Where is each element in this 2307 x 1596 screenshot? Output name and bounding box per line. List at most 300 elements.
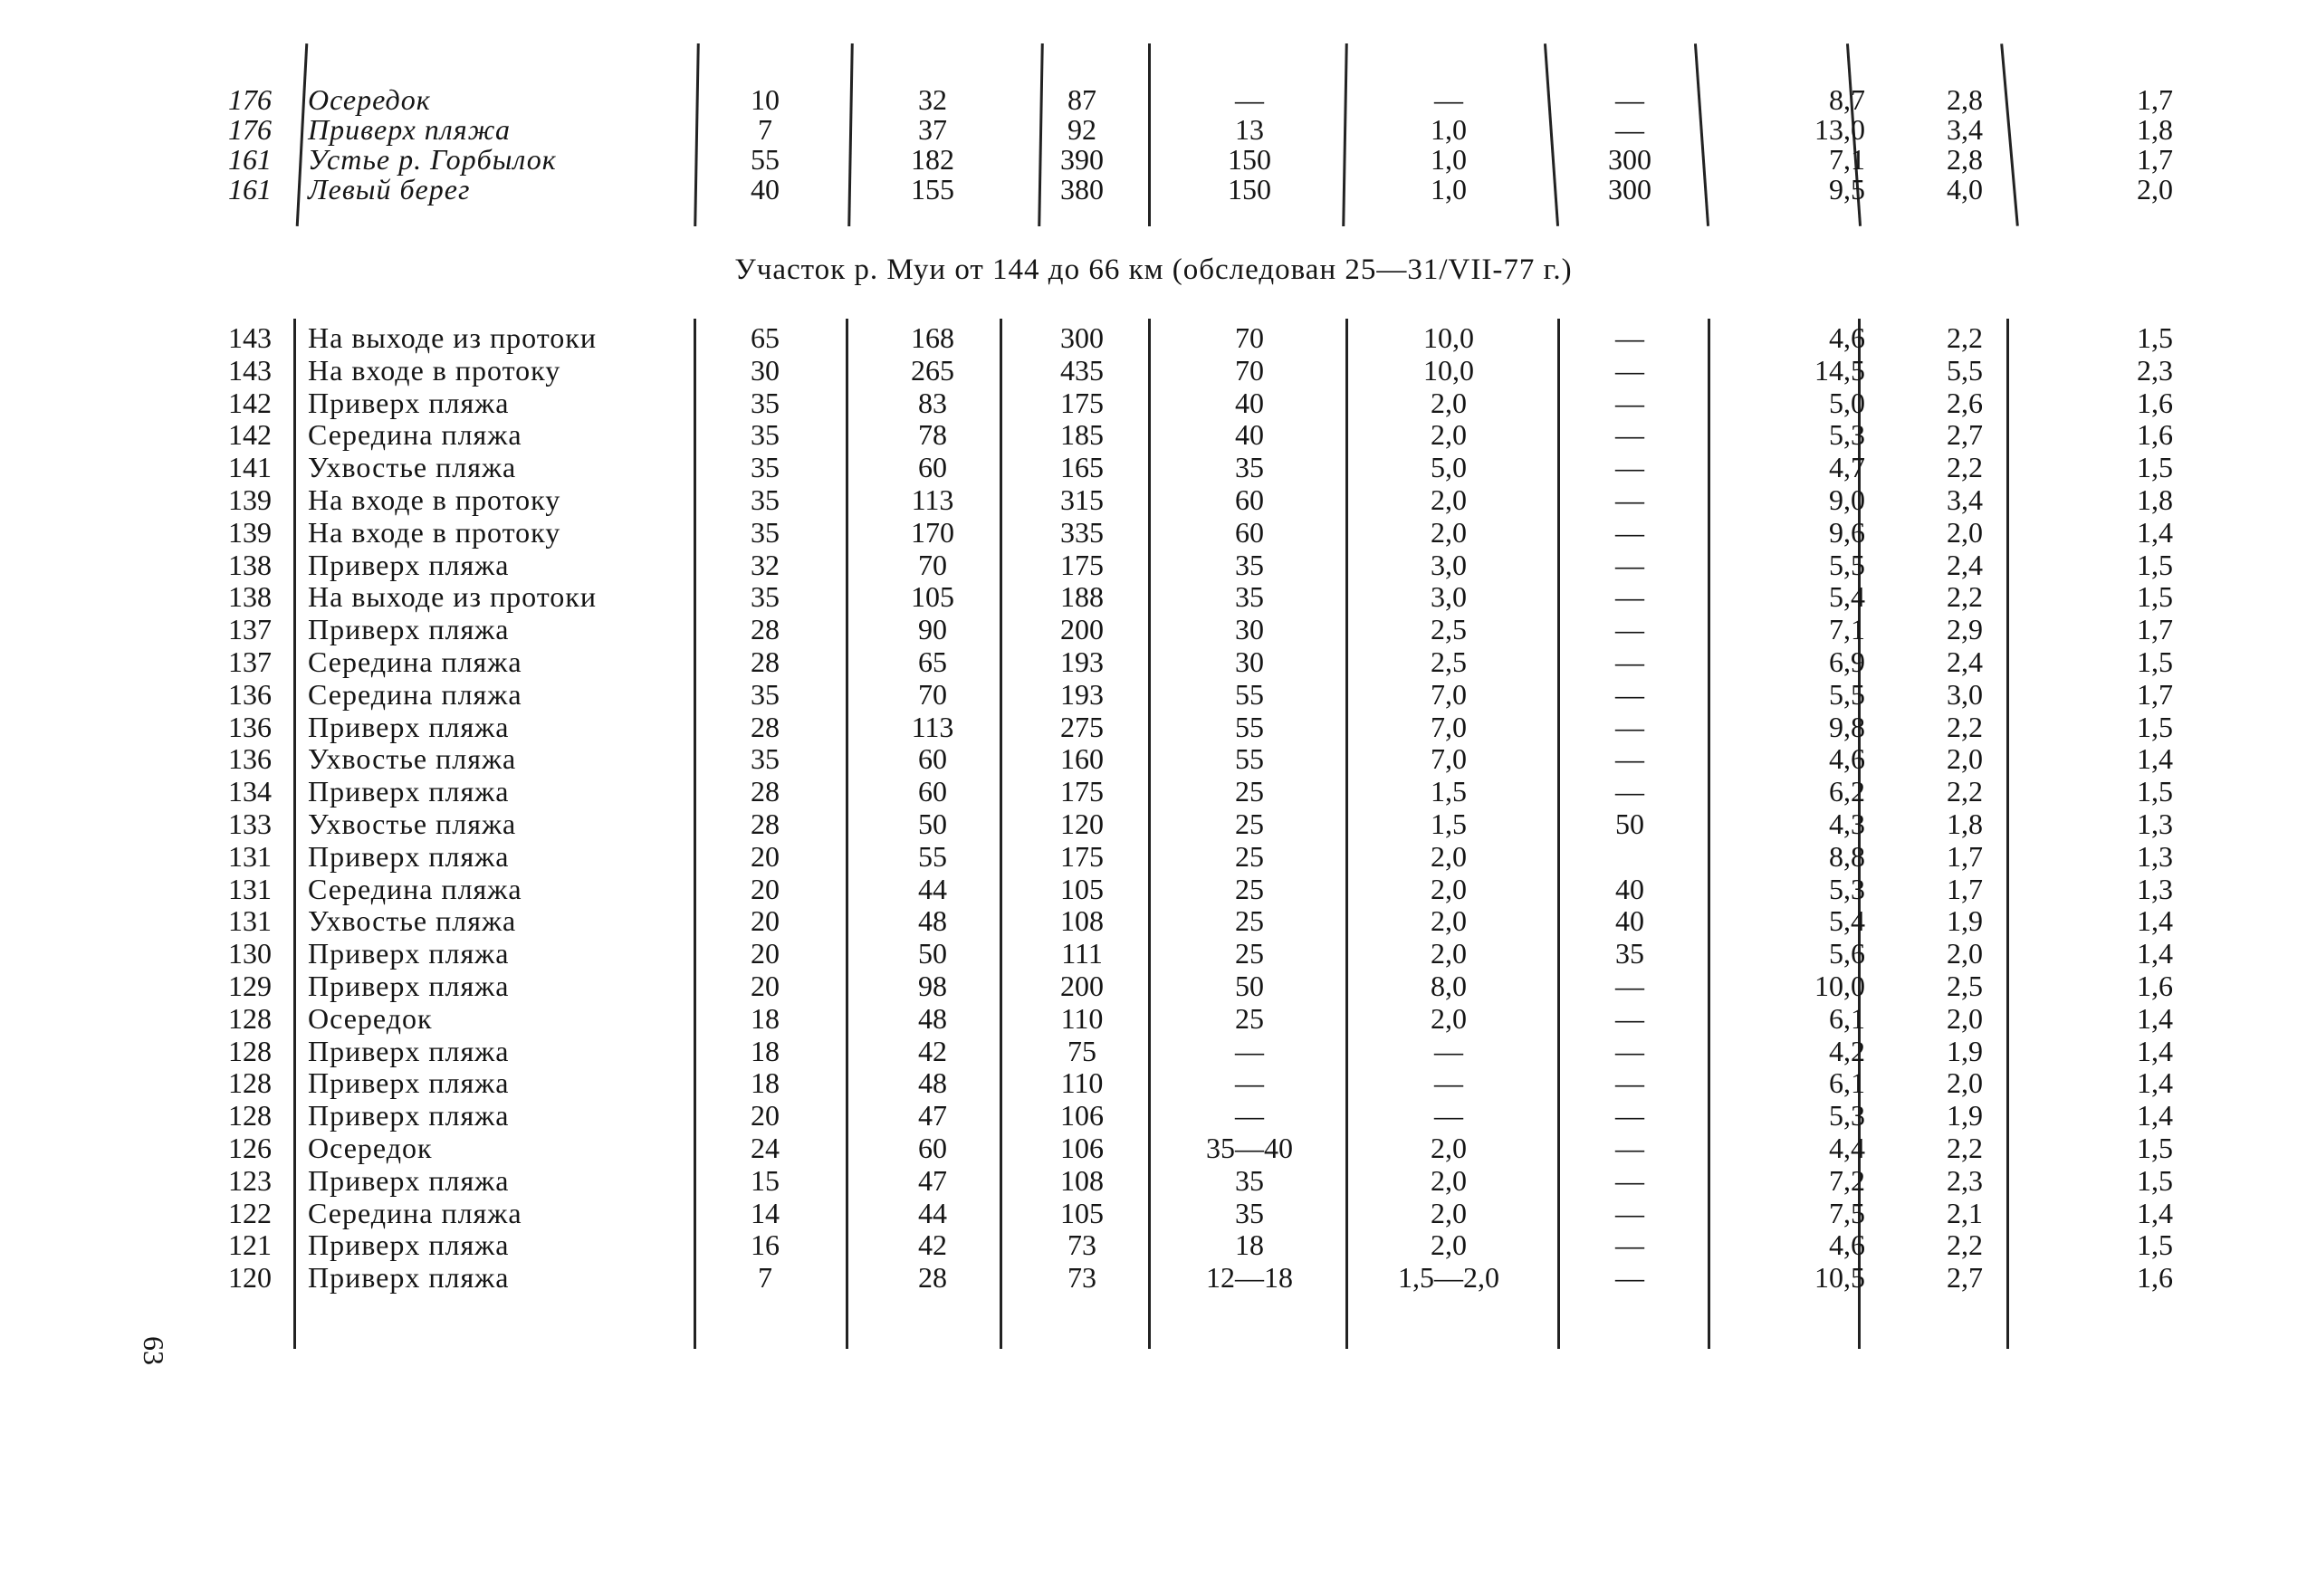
value-cell-col-7: 6,2	[1829, 775, 1865, 808]
value-cell-col-2: 50	[918, 937, 947, 970]
value-cell-col-6: —	[1615, 548, 1644, 581]
value-cell-col-7: 14,5	[1814, 353, 1865, 387]
value-cell-col-4: —	[1235, 1066, 1264, 1100]
table-row	[0, 143, 2307, 176]
table-row	[0, 613, 2307, 645]
value-cell-col-6: —	[1615, 1132, 1644, 1164]
value-cell-col-1: 7	[758, 113, 772, 146]
value-cell-col-7: 6,1	[1829, 1001, 1865, 1035]
value-cell-col-1: 16	[751, 1228, 780, 1262]
value-cell-col-5: —	[1434, 1066, 1463, 1100]
value-cell-col-4: 25	[1235, 904, 1264, 938]
value-cell-col-5: 2,0	[1431, 904, 1467, 938]
value-cell-col-3: 300	[1060, 321, 1104, 354]
location-cell: Приверх пляжа	[308, 613, 510, 646]
value-cell-col-7: 5,3	[1829, 1099, 1865, 1132]
value-cell-col-9: 2,3	[2137, 353, 2173, 387]
value-cell-col-6: —	[1615, 775, 1644, 808]
km-cell: 143	[228, 353, 272, 387]
km-cell: 133	[228, 808, 272, 840]
value-cell-col-5: 5,0	[1431, 451, 1467, 484]
value-cell-col-4: —	[1235, 1034, 1264, 1067]
table-row	[0, 451, 2307, 483]
value-cell-col-4: 18	[1235, 1228, 1264, 1262]
km-cell: 121	[228, 1228, 272, 1262]
km-cell: 128	[228, 1001, 272, 1035]
value-cell-col-3: 380	[1060, 173, 1104, 205]
value-cell-col-2: 113	[911, 710, 954, 743]
location-cell: На выходе из протоки	[308, 580, 597, 614]
value-cell-col-1: 35	[751, 418, 780, 452]
value-cell-col-8: 2,2	[1947, 1228, 1983, 1262]
value-cell-col-1: 35	[751, 742, 780, 776]
value-cell-col-4: 12—18	[1206, 1261, 1293, 1295]
value-cell-col-8: 1,9	[1947, 1034, 1983, 1067]
value-cell-col-2: 48	[918, 1001, 947, 1035]
value-cell-col-5: 10,0	[1423, 353, 1474, 387]
value-cell-col-3: 175	[1060, 386, 1104, 419]
value-cell-col-1: 28	[751, 645, 780, 678]
value-cell-col-5: 2,0	[1431, 872, 1467, 905]
value-cell-col-5: 2,0	[1431, 418, 1467, 452]
value-cell-col-9: 1,5	[2137, 548, 2173, 581]
value-cell-col-8: 1,9	[1947, 1099, 1983, 1132]
value-cell-col-1: 35	[751, 386, 780, 419]
value-cell-col-6: —	[1615, 353, 1644, 387]
value-cell-col-5: 1,0	[1431, 143, 1467, 176]
value-cell-col-4: 55	[1235, 742, 1264, 776]
value-cell-col-5: 7,0	[1431, 742, 1467, 776]
value-cell-col-2: 60	[918, 775, 947, 808]
value-cell-col-2: 70	[918, 677, 947, 711]
value-cell-col-8: 2,2	[1947, 580, 1983, 614]
table-row	[0, 549, 2307, 581]
value-cell-col-9: 1,5	[2137, 451, 2173, 484]
table-row	[0, 678, 2307, 711]
km-cell: 129	[228, 970, 272, 1002]
value-cell-col-6: 40	[1615, 872, 1644, 905]
table-row	[0, 711, 2307, 743]
value-cell-col-1: 55	[751, 143, 780, 176]
table-row	[0, 1066, 2307, 1099]
location-cell: Приверх пляжа	[308, 1099, 510, 1132]
value-cell-col-9: 1,7	[2137, 613, 2173, 646]
value-cell-col-8: 1,9	[1947, 904, 1983, 938]
value-cell-col-1: 18	[751, 1001, 780, 1035]
value-cell-col-4: 70	[1235, 321, 1264, 354]
value-cell-col-1: 20	[751, 970, 780, 1002]
table-row	[0, 1002, 2307, 1035]
table-row	[0, 1261, 2307, 1294]
table-row	[0, 1228, 2307, 1261]
value-cell-col-7: 9,8	[1829, 710, 1865, 743]
value-cell-col-8: 2,0	[1947, 1066, 1983, 1100]
value-cell-col-9: 1,4	[2137, 1099, 2173, 1132]
value-cell-col-8: 2,3	[1947, 1163, 1983, 1197]
value-cell-col-1: 35	[751, 677, 780, 711]
value-cell-col-7: 5,5	[1829, 548, 1865, 581]
value-cell-col-9: 1,6	[2137, 1261, 2173, 1295]
location-cell: Середина пляжа	[308, 418, 522, 452]
value-cell-col-8: 2,2	[1947, 451, 1983, 484]
value-cell-col-2: 168	[911, 321, 954, 354]
km-cell: 139	[228, 515, 272, 549]
table-row	[0, 937, 2307, 970]
value-cell-col-7: 5,3	[1829, 872, 1865, 905]
km-cell: 136	[228, 710, 272, 743]
value-cell-col-1: 35	[751, 515, 780, 549]
table-row	[0, 418, 2307, 451]
value-cell-col-6: —	[1615, 1066, 1644, 1100]
location-cell: Устье р. Горбылок	[308, 143, 557, 176]
location-cell: Приверх пляжа	[308, 1034, 510, 1067]
value-cell-col-5: —	[1434, 83, 1463, 116]
value-cell-col-2: 60	[918, 1132, 947, 1164]
value-cell-col-5: 2,0	[1431, 1163, 1467, 1197]
value-cell-col-4: 35	[1235, 548, 1264, 581]
value-cell-col-3: 175	[1060, 839, 1104, 873]
value-cell-col-7: 4,7	[1829, 451, 1865, 484]
value-cell-col-4: 40	[1235, 418, 1264, 452]
value-cell-col-6: 40	[1615, 904, 1644, 938]
location-cell: На выходе из протоки	[308, 321, 597, 354]
location-cell: Левый берег	[308, 173, 471, 205]
value-cell-col-1: 35	[751, 451, 780, 484]
value-cell-col-2: 265	[911, 353, 954, 387]
value-cell-col-3: 73	[1067, 1261, 1096, 1295]
value-cell-col-7: 5,6	[1829, 937, 1865, 970]
km-cell: 138	[228, 580, 272, 614]
km-cell: 137	[228, 613, 272, 646]
km-cell: 142	[228, 418, 272, 452]
value-cell-col-6: —	[1615, 710, 1644, 743]
value-cell-col-6: —	[1615, 1163, 1644, 1197]
value-cell-col-2: 90	[918, 613, 947, 646]
value-cell-col-5: 2,0	[1431, 839, 1467, 873]
value-cell-col-3: 105	[1060, 872, 1104, 905]
value-cell-col-1: 20	[751, 872, 780, 905]
value-cell-col-5: 2,0	[1431, 937, 1467, 970]
value-cell-col-7: 10,5	[1814, 1261, 1865, 1295]
value-cell-col-6: —	[1615, 451, 1644, 484]
value-cell-col-1: 20	[751, 904, 780, 938]
value-cell-col-7: 7,1	[1829, 613, 1865, 646]
value-cell-col-5: —	[1434, 1099, 1463, 1132]
value-cell-col-6: —	[1615, 1196, 1644, 1229]
value-cell-col-8: 2,0	[1947, 1001, 1983, 1035]
value-cell-col-3: 193	[1060, 645, 1104, 678]
value-cell-col-4: 150	[1228, 173, 1271, 205]
value-cell-col-7: 6,1	[1829, 1066, 1865, 1100]
value-cell-col-9: 1,5	[2137, 775, 2173, 808]
value-cell-col-4: 25	[1235, 1001, 1264, 1035]
value-cell-col-3: 110	[1060, 1001, 1104, 1035]
value-cell-col-7: 4,3	[1829, 808, 1865, 840]
value-cell-col-1: 28	[751, 775, 780, 808]
value-cell-col-8: 3,0	[1947, 677, 1983, 711]
value-cell-col-5: 2,0	[1431, 1228, 1467, 1262]
value-cell-col-5: 1,0	[1431, 113, 1467, 146]
value-cell-col-2: 42	[918, 1228, 947, 1262]
value-cell-col-2: 37	[918, 113, 947, 146]
value-cell-col-3: 175	[1060, 775, 1104, 808]
value-cell-col-4: 25	[1235, 808, 1264, 840]
value-cell-col-6: —	[1615, 113, 1644, 146]
value-cell-col-5: 7,0	[1431, 677, 1467, 711]
value-cell-col-9: 1,4	[2137, 1001, 2173, 1035]
km-cell: 131	[228, 872, 272, 905]
value-cell-col-7: 9,0	[1829, 483, 1865, 516]
value-cell-col-8: 2,7	[1947, 1261, 1983, 1295]
value-cell-col-8: 2,2	[1947, 775, 1983, 808]
km-cell: 130	[228, 937, 272, 970]
value-cell-col-6: —	[1615, 1001, 1644, 1035]
value-cell-col-8: 2,1	[1947, 1196, 1983, 1229]
value-cell-col-8: 2,2	[1947, 1132, 1983, 1164]
value-cell-col-1: 20	[751, 937, 780, 970]
value-cell-col-8: 3,4	[1947, 113, 1983, 146]
value-cell-col-5: 1,5—2,0	[1398, 1261, 1499, 1295]
value-cell-col-2: 105	[911, 580, 954, 614]
table-row	[0, 873, 2307, 905]
value-cell-col-5: 2,0	[1431, 1132, 1467, 1164]
value-cell-col-3: 200	[1060, 613, 1104, 646]
value-cell-col-3: 435	[1060, 353, 1104, 387]
value-cell-col-8: 5,5	[1947, 353, 1983, 387]
km-cell: 161	[228, 143, 272, 176]
value-cell-col-3: 193	[1060, 677, 1104, 711]
km-cell: 142	[228, 386, 272, 419]
value-cell-col-1: 35	[751, 580, 780, 614]
value-cell-col-6: —	[1615, 386, 1644, 419]
value-cell-col-2: 155	[911, 173, 954, 205]
value-cell-col-1: 35	[751, 483, 780, 516]
value-cell-col-5: 10,0	[1423, 321, 1474, 354]
value-cell-col-6: 300	[1608, 143, 1651, 176]
value-cell-col-6: —	[1615, 742, 1644, 776]
value-cell-col-6: 35	[1615, 937, 1644, 970]
value-cell-col-4: 55	[1235, 710, 1264, 743]
value-cell-col-8: 4,0	[1947, 173, 1983, 205]
value-cell-col-4: 25	[1235, 872, 1264, 905]
table-row	[0, 580, 2307, 613]
value-cell-col-2: 83	[918, 386, 947, 419]
value-cell-col-2: 55	[918, 839, 947, 873]
value-cell-col-7: 5,5	[1829, 677, 1865, 711]
value-cell-col-9: 1,5	[2137, 645, 2173, 678]
location-cell: Приверх пляжа	[308, 1261, 510, 1295]
table-row	[0, 354, 2307, 387]
location-cell: Ухвостье пляжа	[308, 808, 517, 840]
value-cell-col-5: 3,0	[1431, 548, 1467, 581]
value-cell-col-2: 50	[918, 808, 947, 840]
km-cell: 134	[228, 775, 272, 808]
table-row	[0, 808, 2307, 840]
value-cell-col-2: 60	[918, 451, 947, 484]
value-cell-col-6	[1575, 840, 1684, 873]
value-cell-col-6: —	[1615, 677, 1644, 711]
value-cell-col-3: 105	[1060, 1196, 1104, 1229]
value-cell-col-8: 1,8	[1947, 808, 1983, 840]
table-row	[0, 645, 2307, 678]
value-cell-col-4: 25	[1235, 839, 1264, 873]
value-cell-col-8: 2,8	[1947, 143, 1983, 176]
location-cell: Приверх пляжа	[308, 970, 510, 1002]
value-cell-col-9: 1,5	[2137, 1163, 2173, 1197]
value-cell-col-9: 1,7	[2137, 677, 2173, 711]
location-cell: Ухвостье пляжа	[308, 451, 517, 484]
value-cell-col-5: 2,0	[1431, 386, 1467, 419]
value-cell-col-5: 7,0	[1431, 710, 1467, 743]
value-cell-col-3: 75	[1067, 1034, 1096, 1067]
value-cell-col-2: 42	[918, 1034, 947, 1067]
value-cell-col-8: 2,0	[1947, 742, 1983, 776]
value-cell-col-2: 70	[918, 548, 947, 581]
value-cell-col-9: 1,7	[2137, 143, 2173, 176]
location-cell: На входе в протоку	[308, 353, 561, 387]
value-cell-col-7: 4,4	[1829, 1132, 1865, 1164]
value-cell-col-2: 44	[918, 1196, 947, 1229]
km-cell: 122	[228, 1196, 272, 1229]
value-cell-col-8: 2,9	[1947, 613, 1983, 646]
value-cell-col-4: 13	[1235, 113, 1264, 146]
value-cell-col-3: 110	[1060, 1066, 1104, 1100]
table-row	[0, 1035, 2307, 1067]
value-cell-col-4: 35	[1235, 1163, 1264, 1197]
value-cell-col-5: 2,0	[1431, 1001, 1467, 1035]
value-cell-col-6: —	[1615, 483, 1644, 516]
value-cell-col-4: 25	[1235, 775, 1264, 808]
value-cell-col-2: 47	[918, 1163, 947, 1197]
value-cell-col-8: 1,7	[1947, 839, 1983, 873]
value-cell-col-9: 1,6	[2137, 386, 2173, 419]
value-cell-col-2: 60	[918, 742, 947, 776]
km-cell: 139	[228, 483, 272, 516]
location-cell: Приверх пляжа	[308, 775, 510, 808]
table-row	[0, 173, 2307, 205]
value-cell-col-5: 2,0	[1431, 1196, 1467, 1229]
value-cell-col-6: —	[1615, 83, 1644, 116]
value-cell-col-6: —	[1615, 970, 1644, 1002]
km-cell: 161	[228, 173, 272, 205]
location-cell: Приверх пляжа	[308, 386, 510, 419]
value-cell-col-1: 28	[751, 710, 780, 743]
value-cell-col-9: 1,4	[2137, 937, 2173, 970]
value-cell-col-7: 4,6	[1829, 742, 1865, 776]
location-cell: Приверх пляжа	[308, 1163, 510, 1197]
value-cell-col-6: —	[1615, 1228, 1644, 1262]
value-cell-col-4: 25	[1235, 937, 1264, 970]
value-cell-col-5: 2,0	[1431, 515, 1467, 549]
location-cell: Ухвостье пляжа	[308, 904, 517, 938]
location-cell: Середина пляжа	[308, 677, 522, 711]
value-cell-col-7: 4,6	[1829, 1228, 1865, 1262]
km-cell: 136	[228, 677, 272, 711]
value-cell-col-2: 182	[911, 143, 954, 176]
value-cell-col-5: 8,0	[1431, 970, 1467, 1002]
value-cell-col-1: 20	[751, 1099, 780, 1132]
location-cell: Приверх пляжа	[308, 548, 510, 581]
value-cell-col-4: 50	[1235, 970, 1264, 1002]
value-cell-col-9: 1,5	[2137, 1228, 2173, 1262]
km-cell: 128	[228, 1066, 272, 1100]
value-cell-col-3: 335	[1060, 515, 1104, 549]
value-cell-col-9: 1,8	[2137, 113, 2173, 146]
value-cell-col-2: 32	[918, 83, 947, 116]
value-cell-col-3: 106	[1060, 1132, 1104, 1164]
value-cell-col-1: 10	[751, 83, 780, 116]
table-row	[0, 742, 2307, 775]
km-cell: 131	[228, 904, 272, 938]
table-row	[0, 1164, 2307, 1197]
value-cell-col-8: 3,4	[1947, 483, 1983, 516]
km-cell: 138	[228, 548, 272, 581]
value-cell-col-8: 2,7	[1947, 418, 1983, 452]
value-cell-col-3: 200	[1060, 970, 1104, 1002]
value-cell-col-9: 1,4	[2137, 904, 2173, 938]
value-cell-col-4: 150	[1228, 143, 1271, 176]
value-cell-col-1: 28	[751, 808, 780, 840]
table-row	[0, 516, 2307, 549]
value-cell-col-7: 5,3	[1829, 418, 1865, 452]
value-cell-col-3: 92	[1067, 113, 1096, 146]
value-cell-col-1: 28	[751, 613, 780, 646]
value-cell-col-8: 2,0	[1947, 515, 1983, 549]
km-cell: 176	[228, 83, 272, 116]
value-cell-col-7: 4,2	[1829, 1034, 1865, 1067]
location-cell: Осередок	[308, 83, 431, 116]
location-cell: Приверх пляжа	[308, 1066, 510, 1100]
location-cell: На входе в протоку	[308, 483, 561, 516]
value-cell-col-6: —	[1615, 1099, 1644, 1132]
value-cell-col-1: 18	[751, 1066, 780, 1100]
location-cell: Приверх пляжа	[308, 1228, 510, 1262]
value-cell-col-7: 5,4	[1829, 580, 1865, 614]
location-cell: Приверх пляжа	[308, 937, 510, 970]
location-cell: Середина пляжа	[308, 645, 522, 678]
value-cell-col-8: 2,4	[1947, 645, 1983, 678]
value-cell-col-4: —	[1235, 83, 1264, 116]
value-cell-col-6: —	[1615, 1261, 1644, 1295]
location-cell: Приверх пляжа	[308, 839, 510, 873]
value-cell-col-1: 7	[758, 1261, 772, 1295]
value-cell-col-1: 30	[751, 353, 780, 387]
value-cell-col-8: 1,7	[1947, 872, 1983, 905]
km-cell: 126	[228, 1132, 272, 1164]
value-cell-col-7: 5,4	[1829, 904, 1865, 938]
table-row	[0, 483, 2307, 516]
value-cell-col-8: 2,5	[1947, 970, 1983, 1002]
km-cell: 131	[228, 839, 272, 873]
value-cell-col-9: 1,5	[2137, 580, 2173, 614]
table-row	[0, 387, 2307, 419]
value-cell-col-3: 106	[1060, 1099, 1104, 1132]
value-cell-col-6: —	[1615, 418, 1644, 452]
value-cell-col-1: 65	[751, 321, 780, 354]
value-cell-col-5: 2,5	[1431, 645, 1467, 678]
value-cell-col-4: 70	[1235, 353, 1264, 387]
value-cell-col-6: 50	[1615, 808, 1644, 840]
value-cell-col-2: 170	[911, 515, 954, 549]
km-cell: 120	[228, 1261, 272, 1295]
value-cell-col-9: 1,5	[2137, 1132, 2173, 1164]
value-cell-col-9: 2,0	[2137, 173, 2173, 205]
value-cell-col-9: 1,3	[2137, 808, 2173, 840]
value-cell-col-7: 8,7	[1829, 83, 1865, 116]
location-cell: Ухвостье пляжа	[308, 742, 517, 776]
value-cell-col-2: 28	[918, 1261, 947, 1295]
value-cell-col-5: 2,5	[1431, 613, 1467, 646]
